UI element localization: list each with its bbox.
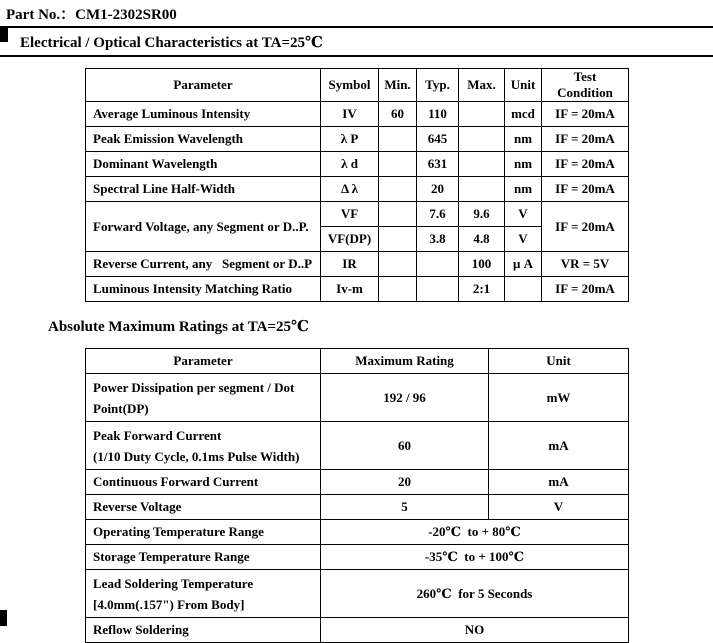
- cell-unit: mA: [489, 470, 629, 495]
- parameter-line-1: Peak Forward Current: [93, 427, 222, 443]
- cell-max: 2:1: [459, 277, 505, 302]
- cell-unit: mcd: [505, 102, 542, 127]
- cell-typ: 110: [417, 102, 459, 127]
- cell-min: [379, 252, 417, 277]
- part-number-text: Part No.：CM1-2302SR00: [6, 7, 177, 23]
- cell-max: [459, 127, 505, 152]
- table-row: [86, 127, 629, 152]
- parameter-line-2: (1/10 Duty Cycle, 0.1ms Pulse Width): [93, 448, 300, 464]
- cell-parameter: Continuous Forward Current: [86, 470, 321, 495]
- cell-test-condition: IF = 20mA: [542, 177, 629, 202]
- cell-min: [379, 152, 417, 177]
- cell-parameter: Operating Temperature Range: [86, 520, 321, 545]
- col-header-unit: Unit: [505, 69, 542, 102]
- table-row: [86, 277, 629, 302]
- table-row: [86, 470, 629, 495]
- table-row: [86, 202, 629, 227]
- cell-symbol: λ P: [321, 127, 379, 152]
- cell-symbol: λ d: [321, 152, 379, 177]
- table-row: [86, 545, 629, 570]
- cell-parameter: [86, 570, 321, 618]
- cell-maximum-rating: -35℃ to + 100℃: [321, 545, 629, 570]
- cell-typ: 3.8: [417, 227, 459, 252]
- cell-symbol: IV: [321, 102, 379, 127]
- part-number-header: [0, 0, 713, 28]
- table-row: [86, 495, 629, 520]
- cell-typ: 645: [417, 127, 459, 152]
- ratings-section-title: Absolute Maximum Ratings at TA=25℃: [48, 319, 309, 335]
- cell-typ: 631: [417, 152, 459, 177]
- cell-max: [459, 102, 505, 127]
- cell-unit: mW: [489, 374, 629, 422]
- cell-unit: nm: [505, 177, 542, 202]
- cell-parameter: [86, 422, 321, 470]
- cell-unit: nm: [505, 152, 542, 177]
- cell-parameter: Forward Voltage, any Segment or D..P.: [86, 202, 321, 252]
- table-row: [86, 422, 629, 470]
- cell-typ: [417, 277, 459, 302]
- ratings-header-row: [86, 349, 629, 374]
- cell-parameter: Peak Emission Wavelength: [86, 127, 321, 152]
- table-row: [86, 618, 629, 643]
- cell-max: [459, 152, 505, 177]
- table-row: [86, 102, 629, 127]
- cell-maximum-rating: NO: [321, 618, 629, 643]
- cell-min: [379, 127, 417, 152]
- col-header-typ: Typ.: [417, 69, 459, 102]
- cell-unit: mA: [489, 422, 629, 470]
- electrical-section-title: Electrical / Optical Characteristics at TA=25℃: [20, 35, 323, 51]
- cell-max: 4.8: [459, 227, 505, 252]
- cell-parameter: Reverse Voltage: [86, 495, 321, 520]
- cell-parameter: Reflow Soldering: [86, 618, 321, 643]
- electrical-section-header: [0, 28, 713, 57]
- cell-parameter: Dominant Wavelength: [86, 152, 321, 177]
- cell-unit: V: [505, 202, 542, 227]
- cell-unit: V: [505, 227, 542, 252]
- scan-artifact-top: [0, 27, 8, 42]
- cell-min: 60: [379, 102, 417, 127]
- cell-maximum-rating: 5: [321, 495, 489, 520]
- cell-test-condition: VR = 5V: [542, 252, 629, 277]
- cell-unit: μ A: [505, 252, 542, 277]
- cell-test-condition: IF = 20mA: [542, 127, 629, 152]
- cell-min: [379, 202, 417, 227]
- cell-symbol: VF(DP): [321, 227, 379, 252]
- cell-maximum-rating: 260℃ for 5 Seconds: [321, 570, 629, 618]
- parameter-line-1: Lead Soldering Temperature: [93, 575, 254, 591]
- cell-parameter: Luminous Intensity Matching Ratio: [86, 277, 321, 302]
- cell-parameter: Average Luminous Intensity: [86, 102, 321, 127]
- cell-min: [379, 177, 417, 202]
- cell-parameter: Reverse Current, any Segment or D..P: [86, 252, 321, 277]
- electrical-characteristics-table: [85, 68, 629, 302]
- table-row: [86, 520, 629, 545]
- cell-unit: [505, 277, 542, 302]
- col-header-test-condition: Test Condition: [542, 69, 629, 102]
- cell-unit: nm: [505, 127, 542, 152]
- col-header-min: Min.: [379, 69, 417, 102]
- col-header-unit: Unit: [489, 349, 629, 374]
- cell-min: [379, 227, 417, 252]
- cell-maximum-rating: -20℃ to + 80℃: [321, 520, 629, 545]
- parameter-line-1: Power Dissipation per segment / Dot: [93, 379, 295, 395]
- scan-artifact-bottom: [0, 610, 7, 626]
- cell-typ: 20: [417, 177, 459, 202]
- parameter-line-2: Point(DP): [93, 400, 149, 416]
- cell-max: [459, 177, 505, 202]
- cell-unit: V: [489, 495, 629, 520]
- absolute-maximum-ratings-table: [85, 348, 629, 643]
- cell-symbol: IR: [321, 252, 379, 277]
- cell-max: 100: [459, 252, 505, 277]
- table-row: [86, 570, 629, 618]
- cell-symbol: Δ λ: [321, 177, 379, 202]
- col-header-max: Max.: [459, 69, 505, 102]
- cell-test-condition: IF = 20mA: [542, 152, 629, 177]
- table-row: [86, 252, 629, 277]
- col-header-symbol: Symbol: [321, 69, 379, 102]
- cell-typ: 7.6: [417, 202, 459, 227]
- cell-maximum-rating: 60: [321, 422, 489, 470]
- cell-typ: [417, 252, 459, 277]
- cell-max: 9.6: [459, 202, 505, 227]
- cell-test-condition: IF = 20mA: [542, 202, 629, 252]
- cell-parameter: Spectral Line Half-Width: [86, 177, 321, 202]
- cell-parameter: [86, 374, 321, 422]
- col-header-maximum-rating: Maximum Rating: [321, 349, 489, 374]
- table-row: [86, 374, 629, 422]
- table-row: [86, 177, 629, 202]
- cell-test-condition: IF = 20mA: [542, 277, 629, 302]
- cell-symbol: VF: [321, 202, 379, 227]
- cell-maximum-rating: 192 / 96: [321, 374, 489, 422]
- parameter-line-2: [4.0mm(.157") From Body]: [93, 596, 245, 612]
- cell-maximum-rating: 20: [321, 470, 489, 495]
- col-header-parameter: Parameter: [86, 349, 321, 374]
- electrical-header-row: [86, 69, 629, 102]
- cell-parameter: Storage Temperature Range: [86, 545, 321, 570]
- table-row: [86, 152, 629, 177]
- col-header-parameter: Parameter: [86, 69, 321, 102]
- cell-symbol: Iv-m: [321, 277, 379, 302]
- cell-min: [379, 277, 417, 302]
- cell-test-condition: IF = 20mA: [542, 102, 629, 127]
